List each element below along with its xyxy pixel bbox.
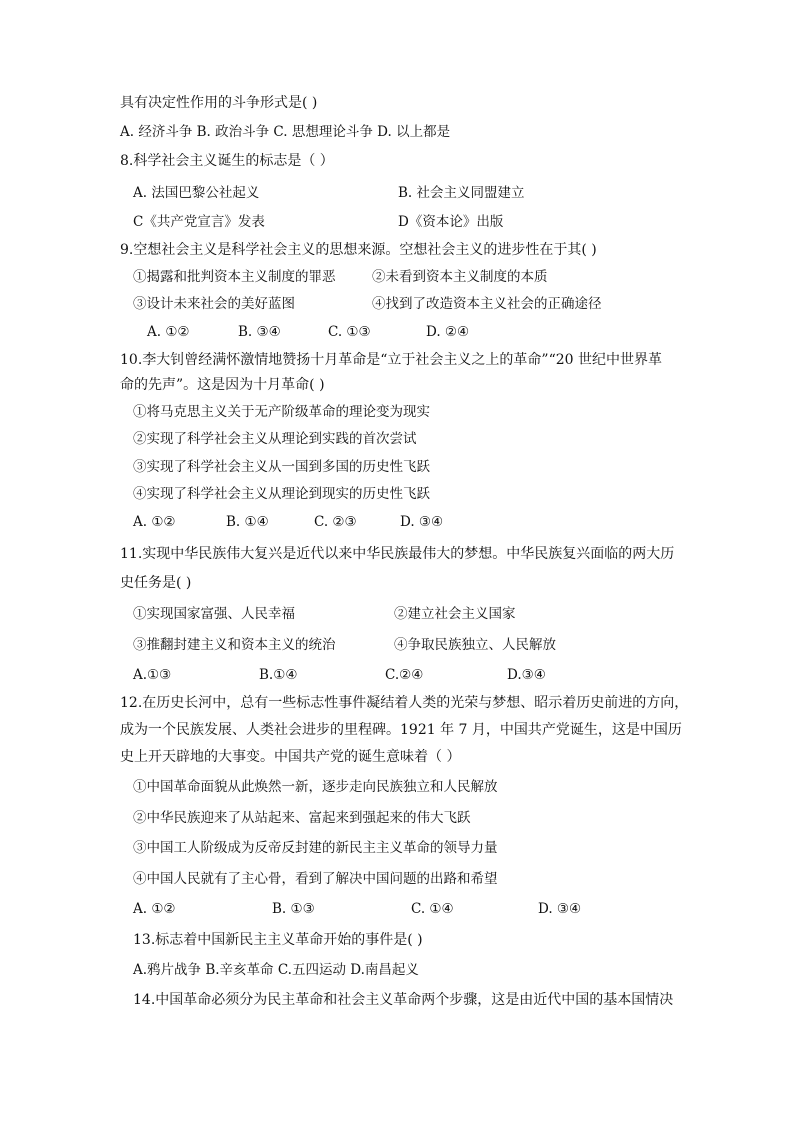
q10-item-1: ①将马克思主义关于无产阶级革命的理论变为现实	[133, 404, 430, 420]
q12-option-d: D. ③④	[538, 901, 582, 917]
q8-option-c: C《共产党宣言》发表	[133, 214, 265, 230]
q10-option-d: D. ③④	[400, 514, 444, 530]
q9-item-2: ②未看到资本主义制度的本质	[372, 269, 548, 285]
q12-stem-2: 成为一个民族发展、人类社会进步的里程碑。1921 年 7 月，中国共产党诞生，这是中国历	[120, 722, 682, 738]
q12-item-2: ②中华民族迎来了从站起来、富起来到强起来的伟大飞跃	[133, 810, 471, 826]
q11-item-1: ①实现国家富强、人民幸福	[133, 606, 295, 622]
q13-options: A.鸦片战争 B.辛亥革命 C.五四运动 D.南昌起义	[133, 962, 419, 978]
q12-option-a: A. ①②	[133, 901, 176, 917]
q10-stem-1: 10.李大钊曾经满怀激情地赞扬十月革命是“立于社会主义之上的革命”“20 世纪中世界革	[120, 352, 662, 368]
q9-option-c: C. ①③	[328, 324, 371, 340]
q8-option-a: A. 法国巴黎公社起义	[133, 185, 260, 201]
q12-stem-1: 12.在历史长河中，总有一些标志性事件凝结着人类的光荣与梦想、昭示着历史前进的方向，	[120, 695, 689, 711]
q10-option-a: A. ①②	[133, 514, 176, 530]
q8-option-d: D《资本论》出版	[398, 214, 504, 230]
q11-option-a: A.①③	[133, 667, 172, 683]
q10-item-2: ②实现了科学社会主义从理论到实践的首次尝试	[133, 431, 417, 447]
q10-option-b: B. ①④	[226, 514, 269, 530]
q10-item-4: ④实现了科学社会主义从理论到现实的历史性飞跃	[133, 486, 430, 502]
q12-option-b: B. ①③	[272, 901, 315, 917]
q10-option-c: C. ②③	[314, 514, 357, 530]
q11-item-2: ②建立社会主义国家	[394, 606, 516, 622]
q9-item-1: ①揭露和批判资本主义制度的罪恶	[133, 269, 336, 285]
q11-item-4: ④争取民族独立、人民解放	[394, 637, 556, 653]
q12-item-4: ④中国人民就有了主心骨，看到了解决中国问题的出路和希望	[133, 871, 498, 887]
q9-item-3: ③设计未来社会的美好蓝图	[133, 296, 295, 312]
q12-item-1: ①中国革命面貌从此焕然一新，逐步走向民族独立和人民解放	[133, 779, 498, 795]
q9-option-a: A. ①②	[147, 324, 190, 340]
q11-stem-2: 史任务是( )	[120, 575, 192, 591]
q10-item-3: ③实现了科学社会主义从一国到多国的历史性飞跃	[133, 459, 430, 475]
q8-stem: 8.科学社会主义诞生的标志是（ ）	[120, 153, 334, 169]
q11-option-d: D.③④	[507, 667, 546, 683]
q12-item-3: ③中国工人阶级成为反帝反封建的新民主主义革命的领导力量	[133, 840, 498, 856]
q9-stem: 9.空想社会主义是科学社会主义的思想来源。空想社会主义的进步性在于其( )	[120, 242, 597, 258]
q7-stem-cont: 具有决定性作用的斗争形式是( )	[120, 95, 318, 111]
q11-option-b: B.①④	[259, 667, 298, 683]
q9-item-4: ④找到了改造资本主义社会的正确途径	[372, 296, 602, 312]
q11-item-3: ③推翻封建主义和资本主义的统治	[133, 637, 336, 653]
q11-option-c: C.②④	[385, 667, 424, 683]
q7-options: A. 经济斗争 B. 政治斗争 C. 思想理论斗争 D. 以上都是	[120, 124, 451, 140]
q11-stem-1: 11.实现中华民族伟大复兴是近代以来中华民族最伟大的梦想。中华民族复兴面临的两大历	[120, 546, 675, 562]
q9-option-d: D. ②④	[426, 324, 470, 340]
q12-option-c: C. ①④	[411, 901, 454, 917]
q13-stem: 13.标志着中国新民主主义革命开始的事件是( )	[133, 932, 423, 948]
q10-stem-2: 命的先声”。这是因为十月革命( )	[120, 377, 325, 393]
q12-stem-3: 史上开天辟地的大事变。中国共产党的诞生意味着（ ）	[120, 749, 461, 765]
q8-option-b: B. 社会主义同盟建立	[398, 185, 525, 201]
q14-stem: 14.中国革命必须分为民主革命和社会主义革命两个步骤，这是由近代中国的基本国情决	[133, 992, 674, 1008]
q9-option-b: B. ③④	[238, 324, 281, 340]
